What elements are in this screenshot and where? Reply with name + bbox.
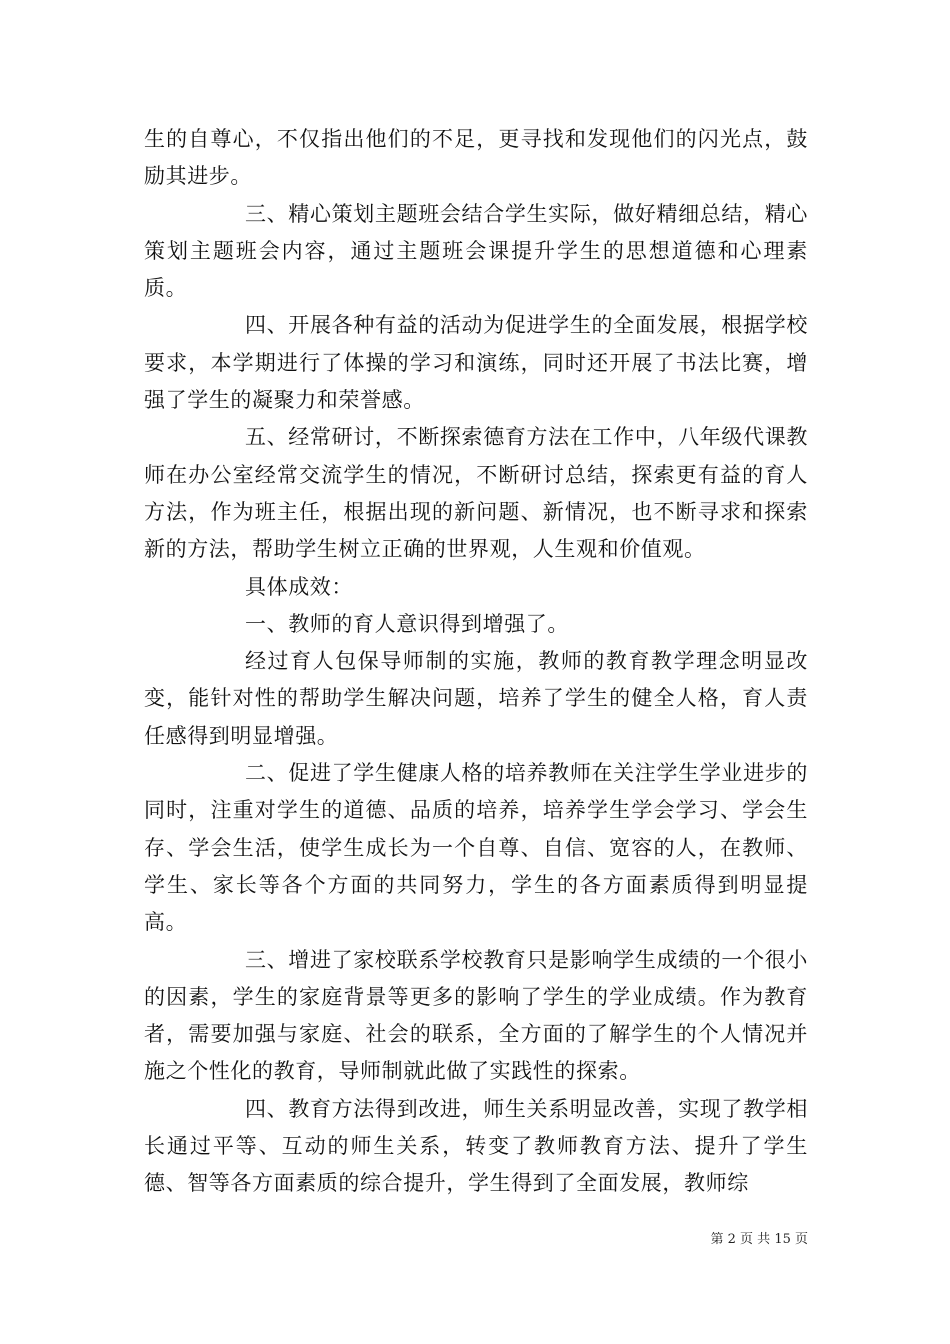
paragraph-result-three: 三、增进了家校联系学校教育只是影响学生成绩的一个很小的因素，学生的家庭背景等更多的影响了学生的学业成绩。作为教育者，需要加强与家庭、社会的联系，全方面的了解学生的个人情况并施之个性化的教育，导师制就此做了实践性的探索。 [144,947,808,1084]
paragraph-research: 五、经常研讨，不断探索德育方法在工作中，八年级代课教师在办公室经常交流学生的情况，不断研讨总结，探索更有益的育人方法，作为班主任，根据出现的新问题、新情况，也不断寻求和探索新的方法，帮助学生树立正确的世界观，人生观和价值观。 [144,425,808,562]
paragraph-activities: 四、开展各种有益的活动为促进学生的全面发展，根据学校要求，本学期进行了体操的学习和演练，同时还开展了书法比赛，增强了学生的凝聚力和荣誉感。 [144,313,808,413]
paragraph-result-two: 二、促进了学生健康人格的培养教师在关注学生学业进步的同时，注重对学生的道德、品质的培养，培养学生学会学习、学会生存、学会生活，使学生成长为一个自尊、自信、宽容的人，在教师、学生、家长等各个方面的共同努力，学生的各方面素质得到明显提高。 [144,761,808,935]
page-number-footer: 第 2 页 共 15 页 [710,1232,808,1247]
paragraph-result-one-title: 一、教师的育人意识得到增强了。 [245,611,569,636]
paragraph-continuation: 生的自尊心，不仅指出他们的不足，更寻找和发现他们的闪光点，鼓励其进步。 [144,127,808,189]
paragraph-theme-class-meeting: 三、精心策划主题班会结合学生实际，做好精细总结，精心策划主题班会内容，通过主题班会课提升学生的思想道德和心理素质。 [144,201,808,301]
document-body [144,121,808,1203]
paragraph-results-heading: 具体成效： [245,574,353,599]
paragraph-result-four: 四、教育方法得到改进，师生关系明显改善，实现了教学相长通过平等、互动的师生关系，转变了教师教育方法、提升了学生德、智等各方面素质的综合提升，学生得到了全面发展，教师综 [144,1096,808,1196]
paragraph-result-one-body: 经过育人包保导师制的实施，教师的教育教学理念明显改变，能针对性的帮助学生解决问题，培养了学生的健全人格，育人责任感得到明显增强。 [144,649,808,748]
